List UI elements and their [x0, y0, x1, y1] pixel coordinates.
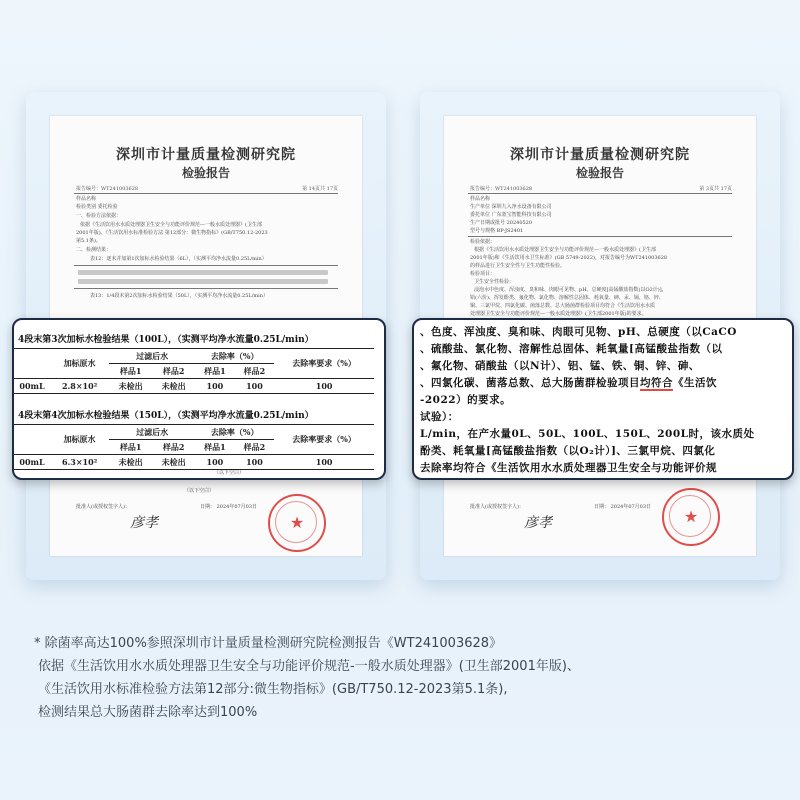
report-number: 报告编号：WT241003628 — [470, 186, 533, 192]
section-title: 4段末第3次加标水检验结果（100L），（实测平均净水流量0.25L/min） — [18, 335, 314, 345]
results-table-2 — [14, 424, 374, 470]
small-text: 检验依据： — [470, 239, 496, 245]
small-text: 2001年版)、《生活饮用水标准检验方法 第12部分：微生物指标》(GB/T750.12-2023 — [76, 230, 268, 236]
small-text: （以下空白） — [184, 488, 215, 494]
small-text: 检验项目： — [470, 271, 496, 277]
date-label: 日期： 2024年07月03日 — [594, 504, 652, 510]
cell: 100 — [195, 455, 235, 470]
report-subtitle: 检验报告 — [575, 166, 624, 180]
zoom-text-box — [412, 318, 794, 480]
signature: 彦孝 — [130, 515, 158, 531]
cell: 100 — [274, 455, 374, 470]
zoom-line: 试验）： — [420, 411, 459, 423]
table-row-placeholder — [78, 270, 328, 275]
footnote-line: 《生活饮用水标准检验方法第12部分:微生物指标》(GB/T750.12-2023第5.1条), — [38, 682, 508, 697]
table-row — [14, 455, 374, 470]
zoom-line: 酚类、耗氧量[高锰酸盐指数（以O₂计）]、三氯甲烷、四氯化 — [420, 445, 716, 457]
footnote-line: 检测结果总大肠菌群去除率达到100% — [38, 705, 258, 720]
header-spike: 加标原水 — [50, 425, 109, 455]
zoom-line: 、氟化物、硝酸盐（以N计）、铝、锰、铁、铜、锌、砷、 — [420, 360, 700, 372]
divider — [74, 193, 338, 194]
header-requirement: 去除率要求（%） — [274, 425, 374, 455]
section-title: 4段末第4次加标水检验结果（150L），（实测平均净水流量0.25L/min） — [18, 411, 314, 421]
small-text: 表12：逐末并加第1次加标水检验结果（6L），（实测平均净水流量0.25L/min） — [90, 256, 267, 262]
cell: 未检出 — [152, 455, 195, 470]
cell: 未检出 — [109, 379, 152, 394]
small-text: 依据《生活饮用水水质处理器卫生安全与功能评价规范—一般水质处理器》(卫生部 — [80, 222, 262, 228]
header-sample1: 样品1 — [109, 440, 152, 455]
zoom-table-box — [12, 318, 386, 480]
report-number: 报告编号：WT241003628 — [76, 186, 139, 192]
small-text: 2001年版)和《生活饮用水卫生标准》(GB 5749-2022)，对报告编号为WT241003628 — [470, 255, 668, 261]
date-label: 日期： 2024年07月03日 — [200, 504, 258, 510]
highlight-text: 均符合 — [640, 377, 673, 389]
small-text: 的样品进行卫生安全性与卫生功能性检验。 — [470, 263, 566, 269]
cell: 未检出 — [109, 455, 152, 470]
small-text: 根据《生活饮用水水质处理器卫生安全与功能评价规范—一般水质处理器》(卫生部 — [474, 247, 656, 253]
small-text: 检验类别 委托检验 — [76, 204, 118, 210]
zoom-line — [420, 375, 717, 390]
cell: 100 — [195, 379, 235, 394]
small-text: 铜、三氯甲烷、四氯化碳、菌落总数、总大肠菌群检验项目均符合《生活饮用水水质 — [470, 303, 656, 309]
report-subtitle: 检验报告 — [181, 166, 230, 180]
cell: 100 — [274, 379, 374, 394]
zoom-line-text: 、四氯化碳、菌落总数、总大肠菌群检验项目 — [420, 377, 640, 389]
cell: 00mL — [14, 379, 50, 394]
zoom-line: 、色度、浑浊度、臭和味、肉眼可见物、pH、总硬度（以CaCO — [420, 326, 737, 338]
small-text: 型号与规格 BP-JS2401 — [470, 228, 524, 234]
header-filtered: 过滤后水 — [109, 349, 195, 364]
results-table-1 — [14, 348, 374, 394]
official-seal: ★ — [662, 488, 720, 546]
table-row-placeholder — [78, 279, 328, 284]
cell: 未检出 — [152, 379, 195, 394]
small-text: 生产日期或批号 20240520 — [470, 220, 533, 226]
small-text: 表13：1/4段末第2次加标水检验结果（50L），（实测平均净水流量0.25L/min） — [90, 293, 268, 299]
zoom-line-tail: 《生活饮 — [673, 377, 717, 389]
header-sample2: 样品2 — [152, 440, 195, 455]
header-requirement: 去除率要求（%） — [274, 349, 374, 379]
small-text: 卫生安全性检验： — [474, 279, 515, 285]
cell: 100 — [235, 379, 275, 394]
signer-label: 批准人(或授权签字人)： — [470, 504, 524, 510]
header-sample1: 样品1 — [109, 364, 152, 379]
cell: 00mL — [14, 455, 50, 470]
zoom-line: L/min，在产水量0L、50L、100L、150L、200L时，该水质处 — [420, 428, 755, 440]
header-filtered: 过滤后水 — [109, 425, 195, 440]
divider — [468, 236, 732, 237]
cell: 100 — [235, 455, 275, 470]
page-number: 第 14页共 17页 — [302, 186, 338, 192]
divider — [74, 288, 338, 289]
small-text: 样品名称 — [76, 196, 97, 202]
small-text: 样品名称 — [470, 196, 491, 202]
signer-label: 批准人(或授权签字人)： — [76, 504, 130, 510]
footnote-block — [34, 632, 774, 724]
signature: 彦孝 — [524, 515, 552, 531]
cell: 2.8×10² — [50, 379, 109, 394]
zoom-line: 、硫酸盐、氯化物、溶解性总固体、耗氧量[高锰酸盐指数（以 — [420, 343, 723, 355]
header-sample1: 样品1 — [195, 440, 235, 455]
header-removal: 去除率（%） — [195, 425, 274, 440]
small-text: 一、检验方法依据： — [76, 213, 122, 219]
header-sample2: 样品2 — [152, 364, 195, 379]
small-text: 处理器卫生安全与功能评价规范—一般水质处理器》(卫生部2001年版)的要求。 — [470, 311, 647, 317]
footer-note: （以下空白） — [214, 470, 245, 476]
zoom-line: 去除率均符合《生活饮用水水质处理器卫生安全与功能评价规 — [420, 462, 717, 474]
table-row — [14, 379, 374, 394]
page-number: 第 3页共 17页 — [699, 186, 732, 192]
divider — [468, 193, 732, 194]
footnote-line: * 除菌率高达100%参照深圳市计量质量检测研究院检测报告《WT241003628》 — [34, 636, 503, 651]
zoom-line: -2022）的要求。 — [420, 394, 512, 406]
cell: 6.3×10² — [50, 455, 109, 470]
small-text: 二、检测结果： — [76, 247, 112, 253]
small-text: 委托单位 广东蓝宝智能科技有限公司 — [470, 212, 552, 218]
small-text: 浸泡水中色度、浑浊度、臭和味、肉眼可见物、pH、总硬度[高锰酸盐指数(以O2计)]、 — [474, 287, 667, 293]
footnote-line: 依据《生活饮用水水质处理器卫生安全与功能评价规范-一般水质处理器》(卫生部2001年版)、 — [38, 659, 580, 674]
official-seal: ★ — [268, 494, 326, 552]
header-spike: 加标原水 — [50, 349, 109, 379]
divider — [74, 265, 338, 266]
header-sample1: 样品1 — [195, 364, 235, 379]
header-sample2: 样品2 — [235, 440, 275, 455]
small-text: 铅(六价)、挥发酚类、氟化物、氯化物、溶解性总固体、耗氧量、砷、汞、镉、铬、锌、 — [470, 295, 664, 301]
small-text: 生产单位 深圳九入净水设备有限公司 — [470, 204, 552, 210]
header-removal: 去除率（%） — [195, 349, 274, 364]
header-sample2: 样品2 — [235, 364, 275, 379]
report-title: 深圳市计量质量检测研究院 — [116, 147, 296, 163]
small-text: 第5.1条)。 — [76, 238, 101, 244]
report-title: 深圳市计量质量检测研究院 — [510, 147, 690, 163]
